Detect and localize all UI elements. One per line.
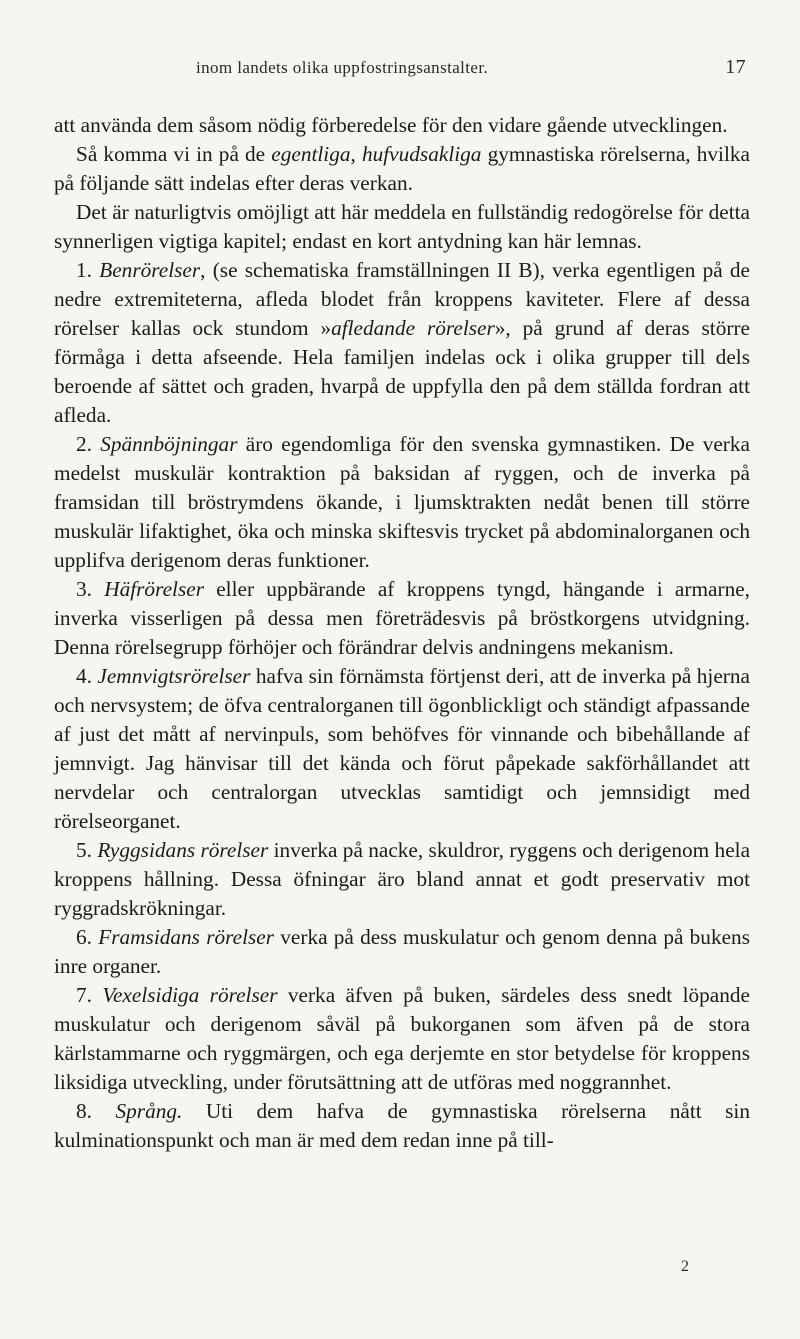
paragraph [54, 256, 750, 430]
text-run: 3. [76, 577, 105, 601]
paragraph [54, 1097, 750, 1155]
text-run: hafva sin förnämsta förtjenst deri, att de inverka på hjerna och nervsystem; de öfva centralorganen till ögonblickligt och ständigt afpassande af just det mått af nervinpuls, som behöfves för vinnande och bibehållande af jemnvigt. Jag hänvisar till det kända och förut påpekade sakförhållandet att nervdelar och centralorgan utvecklas samtidigt och jemnsidigt med rörelseorganet. [54, 664, 750, 833]
italic-term: Häfrörelser [104, 577, 204, 601]
text-run: eller uppbärande af kroppens tyngd, hängande i armarne, inverka visserligen på dessa men företrädesvis på bröstkorgens utvidgning. Denna rörelsegrupp förhöjer och förändrar delvis andningens mekanism. [54, 577, 750, 659]
running-title: inom landets olika uppfostringsanstalter. [196, 58, 489, 77]
text-run: inverka på nacke, skuldror, ryggens och derigenom hela kroppens hållning. Dessa öfningar äro bland annat et godt preservativ mot ryggradskrökningar. [54, 838, 751, 920]
text-run: äro egendomliga för den svenska gymnastiken. De verka medelst muskulär kontraktion på baksidan af ryggen, och de inverka på framsidan till bröstrymdens ökande, i ljumsktrakten nedåt benen till större muskulär lifaktighet, öka och minska skiftesvis trycket på abdominalorganen och upplifva derigenom deras funktioner. [54, 432, 750, 572]
italic-term: Språng. [115, 1099, 183, 1123]
text-run: verka på dess muskulatur och genom denna på bukens inre organer. [54, 925, 750, 978]
paragraph [54, 430, 750, 575]
italic-term: Vexelsidiga rörelser [102, 983, 278, 1007]
text-run: Det är naturligtvis omöjligt att här meddela en fullständig redogörelse för detta synnerligen vigtiga kapitel; endast en kort antydning kan här lemnas. [54, 200, 750, 253]
italic-term: Jemnvigtsrörelser [97, 664, 251, 688]
text-run: att använda dem såsom nödig förberedelse för den vidare gående utvecklingen. [54, 113, 728, 137]
italic-term: hufvudsakliga [361, 142, 482, 166]
text-run: , [350, 142, 362, 166]
paragraph [54, 923, 750, 981]
italic-term: Spännböjningar [100, 432, 238, 456]
signature-mark: 2 [681, 1258, 689, 1275]
text-run: 5. [76, 838, 98, 862]
italic-term: Benrörelser [99, 258, 201, 282]
text-run: 6. [76, 925, 99, 949]
italic-term: Ryggsidans rörelser [97, 838, 269, 862]
text-run: 8. [76, 1099, 116, 1123]
italic-term: Framsidans rörelser [98, 925, 275, 949]
text-run: 1. [76, 258, 100, 282]
text-run: Uti dem hafva de gymnastiska rörelserna nått sin kulminationspunkt och man är med dem redan inne på till- [54, 1099, 750, 1152]
paragraph [54, 198, 750, 256]
text-run: Så komma vi in på de [76, 142, 272, 166]
paragraph [54, 981, 750, 1097]
text-run: 4. [76, 664, 98, 688]
italic-term: afledande rörelser [331, 316, 495, 340]
text-run: verka äfven på buken, särdeles dess snedt löpande muskulatur och derigenom såväl på bukorganen som äfven på de stora kärlstammarne och ryggmärgen, och ega derjemte en stor betydelse för kroppens liksidiga utveckling, under förutsättning att de utföras med noggrannhet. [54, 983, 750, 1094]
paragraph [54, 575, 750, 662]
paragraph [54, 140, 750, 198]
text-run: gymnastiska rörelserna, hvilka på följande sätt indelas efter deras verkan. [54, 142, 750, 195]
text-run: 2. [76, 432, 101, 456]
paragraph [54, 662, 750, 836]
italic-term: egentliga [271, 142, 351, 166]
text-run: », på grund af deras större förmåga i detta afseende. Hela familjen indelas ock i olika grupper till dels beroende af sättet och graden, hvarpå de uppfylla den på dem ställda fordran att afleda. [54, 316, 750, 427]
paragraph [54, 111, 750, 140]
page-number: 17 [725, 56, 746, 78]
body-text [54, 111, 750, 1155]
text-run: , (se schematiska framställningen II B), verka egentligen på de nedre extremiteterna, afleda blodet från kroppens kaviteter. Flere af dessa rörelser kallas ock stundom » [54, 258, 751, 340]
text-run: 7. [76, 983, 103, 1007]
paragraph [54, 836, 750, 923]
